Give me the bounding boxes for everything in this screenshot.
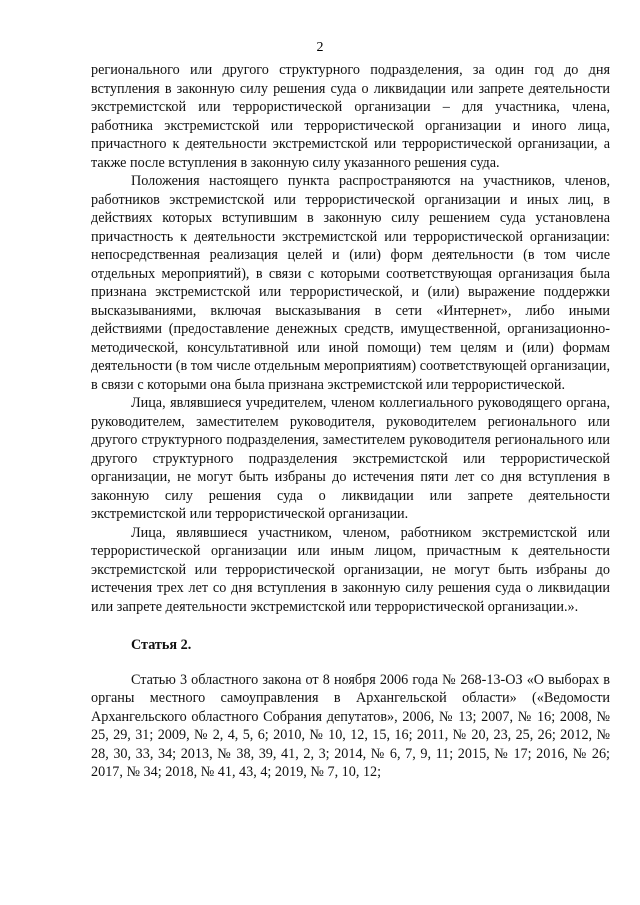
paragraph-continuation: регионального или другого структурного подразделения, за один год до дня вступления в законную силу решения суда о ликвидации или запрете деятельности экстремистской или террористической организации – для участника, члена, работника экстремистской или террористической организации и иного лица, причастного к деятельности экстремистской или террористической организации, а также после вступления в законную силу указанного решения суда. [91,62,610,171]
article-heading: Статья 2. [131,637,192,653]
page-number: 2 [316,40,324,55]
paragraph-participants-restriction: Лица, являвшиеся участником, членом, работником экстремистской или террористической организации или иным лицом, причастным к деятельности экстремистской или террористической организации, не могут быть избраны до истечения трех лет со дня вступления в законную силу решения суда о ликвидации или запрете деятельности экстремистской или террористической организации.». [91,524,610,615]
paragraph-founders-restriction: Лица, являвшиеся учредителем, членом коллегиального руководящего органа, руководителем, заместителем руководителя, руководителем регионального или другого структурного подразделения, заместителем руководителя регионального или другого структурного подразделения экстремистской или террористической организации, не могут быть избраны до истечения пяти лет со дня вступления в законную силу решения суда о ликвидации или запрете деятельности экстремистской или террористической организации. [91,395,610,522]
document-body [91,61,610,782]
paragraph-provisions: Положения настоящего пункта распространяются на участников, членов, работников экстремистской или террористической организации и иных лиц, в действиях которых вступившим в законную силу решением суда установлена причастность к деятельности экстремистской или террористической организации: непосредственная реализация целей и (или) форм деятельности (в том числе отдельных мероприятий), в связи с которыми соответствующая организация была признана экстремистской или террористической, и (или) выражение поддержки высказываниями, включая высказывания в сети «Интернет», либо иными действиями (предоставление денежных средств, имущественной, организационно-методической, консультативной или иной помощи) тем целям и (или) формам деятельности (в том числе отдельным мероприятиям) соответствующей организации, в связи с которыми она была признана экстремистской или террористической. [91,173,610,393]
article-paragraph: Статью 3 областного закона от 8 ноября 2006 года № 268-13-ОЗ «О выборах в органы местного самоуправления в Архангельской области» («Ведомости Архангельского областного Собрания депутатов», 2006, № 13; 2007, № 16; 2008, № 25, 29, 31; 2009, № 2, 4, 5, 6; 2010, № 10, 12, 15, 16; 2011, № 20, 23, 25, 26; 2012, № 28, 30, 33, 34; 2013, № 38, 39, 41, 2, 3; 2014, № 6, 7, 9, 11; 2015, № 17; 2016, № 26; 2017, № 34; 2018, № 41, 43, 4; 2019, № 7, 10, 12; [91,671,610,780]
